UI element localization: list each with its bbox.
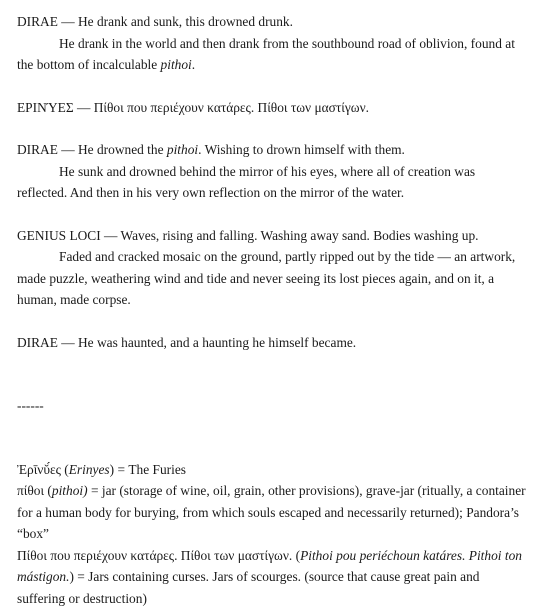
note-transliteration: Erinyes [69,462,110,477]
speaker-dirae: DIRAE [17,335,58,350]
dash: — [58,335,78,350]
spacer [17,417,528,459]
note-definition: = The Furies [114,462,186,477]
speaker-erinyes: ΕΡΙΝΎΕΣ [17,100,74,115]
stanza-3-line-2: He sunk and drowned behind the mirror of his eyes, where all of creation was reflected. And then in his very own reflection on the mirror of the water. [17,161,528,204]
stanza-3-text-b: . Wishing to drown himself with them. [198,142,405,157]
speaker-dirae: DIRAE [17,14,58,29]
stanza-4-line-1 [17,225,528,247]
section-divider: ------ [17,395,528,417]
note-definition: = jar (storage of wine, oil, grain, other provisions), grave-jar (ritually, a container for a human body for burying, from which souls escaped and necessarily returned); Pandora’s “box” [17,483,526,541]
stanza-1-text-a: He drank in the world and then drank from the southbound road of oblivion, found at the bottom of incalculable [17,36,515,73]
stanza-2 [17,97,528,119]
paren: ( [61,462,69,477]
spacer [17,311,528,332]
speaker-dirae: DIRAE [17,142,58,157]
italic-pithoi: pithoi [167,142,198,157]
stanza-1-text-b: . [192,57,195,72]
note-curses [17,545,528,609]
spacer [17,76,528,97]
stanza-1-line-2 [17,33,528,76]
note-definition: = Jars containing curses. Jars of scourges. (source that cause great pain and suffering or destruction) [17,569,479,606]
dash: — [58,142,78,157]
dash: — [101,228,121,243]
paren: ( [292,548,300,563]
note-greek-term: Πίθοι που περιέχουν κατάρες. Πίθοι των μαστίγων. [17,548,292,563]
spacer [17,118,528,139]
paren: ( [44,483,52,498]
spacer [17,353,528,395]
stanza-5-text: He was haunted, and a haunting he himself became. [78,335,356,350]
stanza-2-text: Πίθοι που περιέχουν κατάρες. Πίθοι των μαστίγων. [94,100,369,115]
note-erinyes [17,459,528,481]
note-greek-term: πίθοι [17,483,44,498]
stanza-5 [17,332,528,354]
note-transliteration: pithoi) [52,483,88,498]
stanza-3-text-a: He drowned the [78,142,167,157]
stanza-3-line-1 [17,139,528,161]
dash: — [58,14,78,29]
note-transliteration: Pithoi pou periéchoun katáres. Pithoi ton mástigon. [17,548,522,585]
stanza-1-text: He drank and sunk, this drowned drunk. [78,14,293,29]
note-pithoi [17,480,528,545]
dash: — [74,100,94,115]
stanza-4-text: Waves, rising and falling. Washing away sand. Bodies washing up. [121,228,479,243]
stanza-4-line-2: Faded and cracked mosaic on the ground, partly ripped out by the tide — an artwork, made puzzle, weathering wind and tide and never seeing its lost pieces again, and on it, a human, made corpse. [17,246,528,311]
spacer [17,204,528,225]
speaker-genius-loci: GENIUS LOCI [17,228,101,243]
italic-pithoi: pithoi [161,57,192,72]
paren: ) [110,462,114,477]
note-greek-term: Ἐρῑνῠ́ες [17,462,61,477]
stanza-1-line-1 [17,11,528,33]
paren: ) [69,569,73,584]
